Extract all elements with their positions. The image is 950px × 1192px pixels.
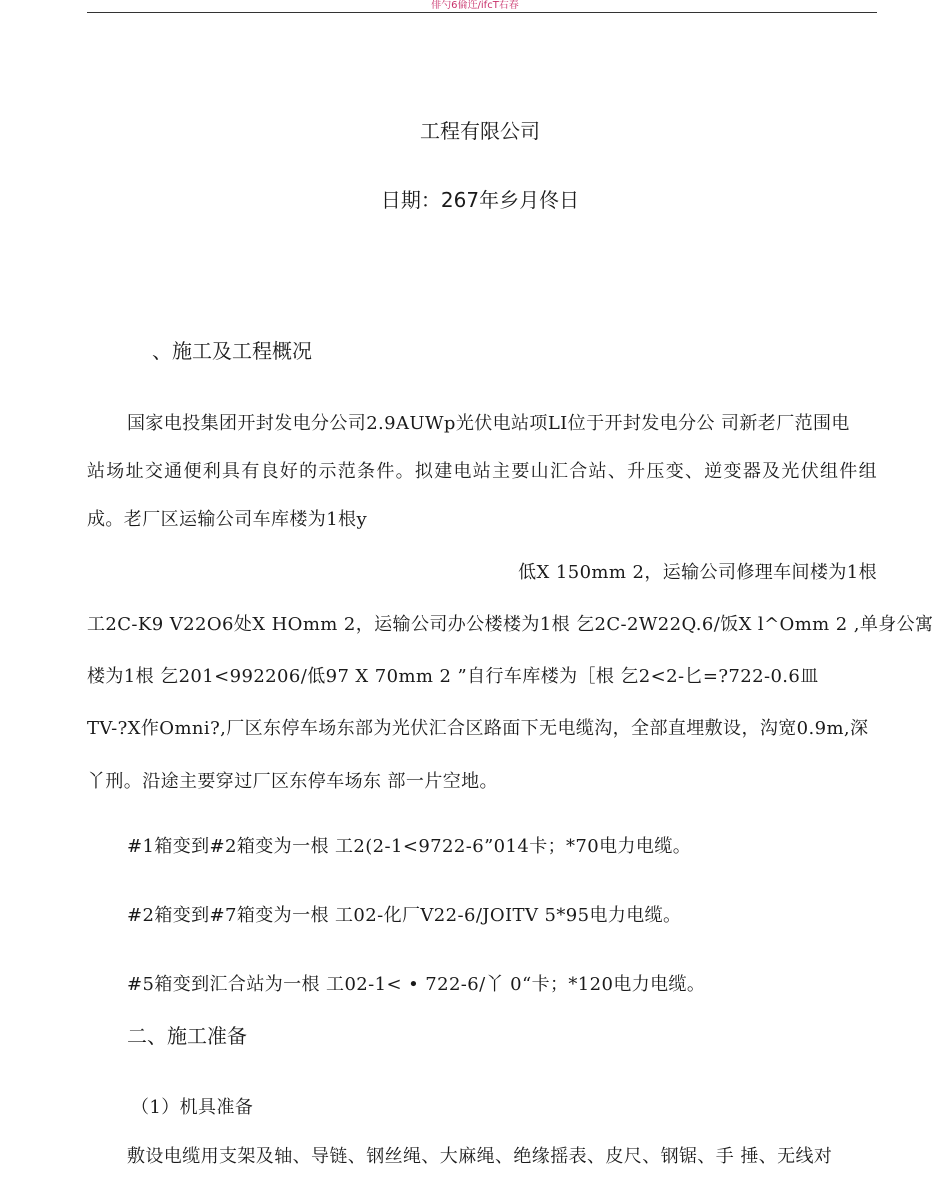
cable-item: #1箱变到#2箱变为一根 工2(2-1<9722-6”014卡；*70电力电缆。 <box>127 836 692 857</box>
paragraph-line: 楼为1根 乞201<992206/低97 X 70mm 2 ”自行车库楼为［根 乞2<2-匕=?722-0.6皿 <box>87 666 819 687</box>
section1-heading: 、施工及工程概况 <box>152 339 312 363</box>
section2-heading: 二、施工准备 <box>127 1024 247 1048</box>
paragraph-line: 低X 150mm 2，运输公司修理车间楼为1根 <box>518 562 877 583</box>
cable-item: #2箱变到#7箱变为一根 工02-化厂V22-6/JOITV 5*95电力电缆。 <box>127 905 682 926</box>
cable-item: #5箱变到汇合站为一根 工02-1< • 722-6/丫 0“卡；*120电力电缆。 <box>127 974 706 995</box>
paragraph-line: 丫刑。沿途主要穿过厂区东停车场东 部一片空地。 <box>87 771 498 792</box>
section2-subheading: （1）机具准备 <box>131 1097 254 1118</box>
company-title: 工程有限公司 <box>420 119 540 143</box>
paragraph-line: TV-?X作Omni?,厂区东停车场东部为光伏汇合区路面下无电缆沟，全部直埋敷设，沟宽0.9m,深 <box>87 718 869 739</box>
document-date: 日期：267年乡月佟日 <box>380 188 580 212</box>
running-header: 俳勺6倫迕/ifcT右春 <box>431 0 519 11</box>
paragraph-line: 成。老厂区运输公司车库楼为1根y <box>87 509 368 530</box>
header-divider <box>87 12 877 13</box>
paragraph-line: 工2C-K9 V22O6处X HOmm 2，运输公司办公楼楼为1根 乞2C-2W22Q.6/饭X l^Omm 2 ,单身公寓 <box>87 614 934 635</box>
paragraph-line: 国家电投集团开封发电分公司2.9AUWp光伏电站项LI位于开封发电分公 司新老厂范围电 <box>127 413 850 434</box>
paragraph-line: 站场址交通便利具有良好的示范条件。拟建电站主要山汇合站、升压变、逆变器及光伏组件组 <box>87 461 877 482</box>
paragraph-line: 敷设电缆用支架及轴、导链、钢丝绳、大麻绳、绝缘摇表、皮尺、钢锯、手 捶、无线对 <box>127 1146 833 1167</box>
